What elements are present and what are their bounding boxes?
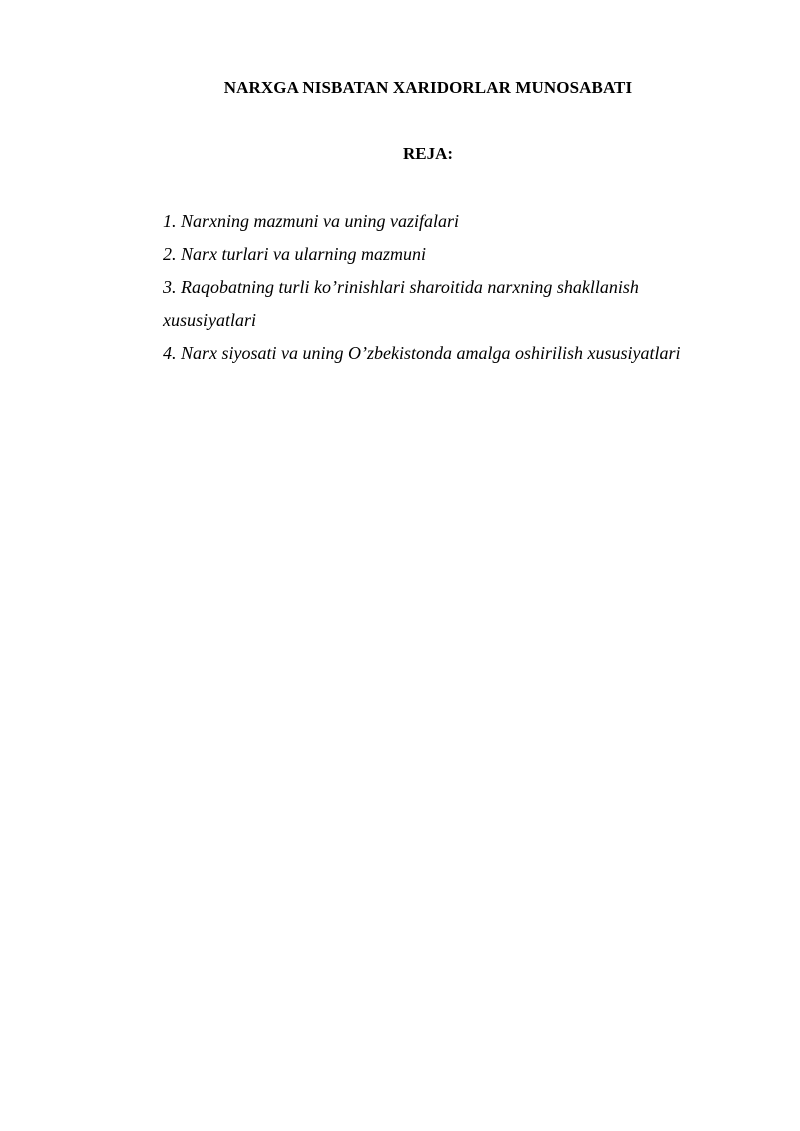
- document-title: NARXGA NISBATAN XARIDORLAR MUNOSABATI: [223, 78, 633, 97]
- plan-heading: REJA:: [402, 144, 454, 163]
- plan-item: 3. Raqobatning turli ko’rinishlari sharoitida narxning shakllanish xususiyatlari: [163, 277, 639, 330]
- plan-list: [163, 205, 763, 370]
- plan-item: 1. Narxning mazmuni va uning vazifalari: [163, 211, 459, 231]
- plan-item: 4. Narx siyosati va uning O’zbekistonda amalga oshirilish xususiyatlari: [163, 343, 681, 363]
- plan-item: 2. Narx turlari va ularning mazmuni: [163, 244, 427, 264]
